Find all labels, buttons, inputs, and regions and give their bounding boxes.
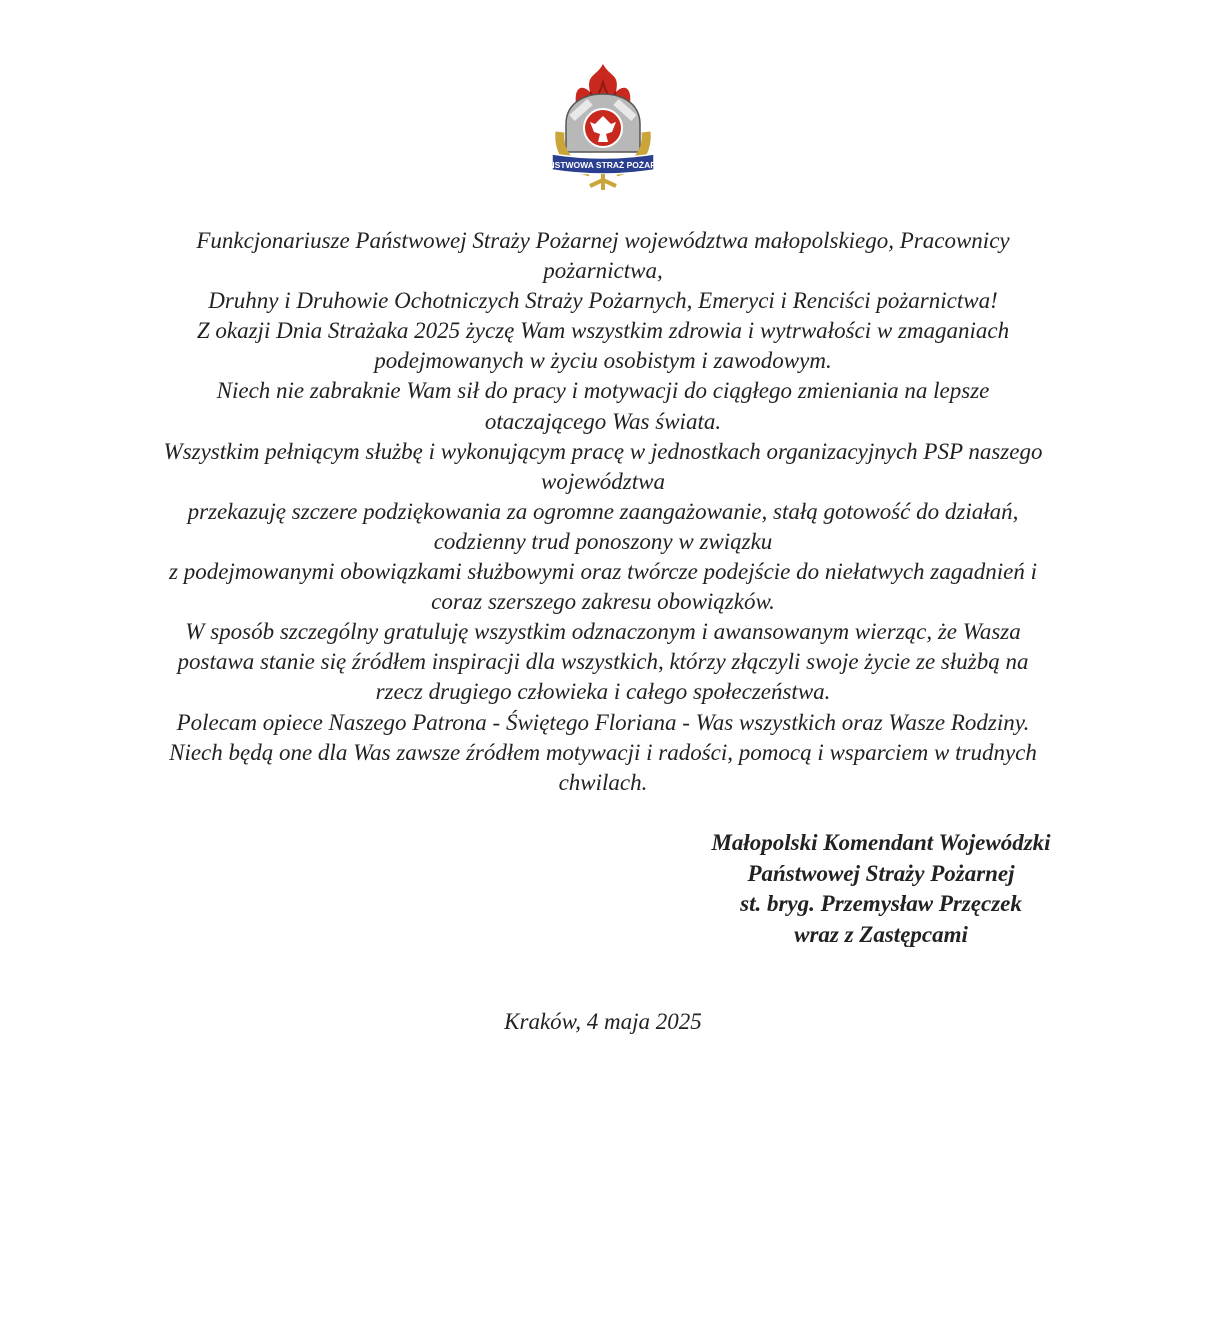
signature-line: Małopolski Komendant Wojewódzki bbox=[711, 830, 1051, 855]
letter-line: pożarnictwa, bbox=[543, 258, 663, 284]
letter-line: rzecz drugiego człowieka i całego społeczeństwa. bbox=[375, 679, 831, 705]
letter-line: Niech nie zabraknie Wam sił do pracy i motywacji do ciągłego zmieniania na lepsze bbox=[216, 378, 990, 404]
letter-line: z podejmowanymi obowiązkami służbowymi oraz twórcze podejście do niełatwych zagadnień i bbox=[169, 559, 1037, 585]
letter-line: W sposób szczególny gratuluję wszystkim odznaczonym i awansowanym wierząc, że Wasza bbox=[185, 619, 1021, 645]
signature-line: st. bryg. Przemysław Przęczek bbox=[740, 891, 1022, 916]
date-line: Kraków, 4 maja 2025 bbox=[504, 1009, 702, 1034]
letter-line: Funkcjonariusze Państwowej Straży Pożarnej województwa małopolskiego, Pracownicy bbox=[196, 228, 1010, 253]
letter-line: województwa bbox=[541, 468, 665, 494]
svg-text:PAŃSTWOWA STRAŻ POŻARNA: PAŃSTWOWA STRAŻ POŻARNA bbox=[537, 160, 669, 170]
letter-line: przekazuję szczere podziękowania za ogromne zaangażowanie, stałą gotowość do działań, bbox=[187, 498, 1019, 524]
letter-body bbox=[0, 226, 1206, 798]
letter-line: Wszystkim pełniącym służbę i wykonującym pracę w jednostkach organizacyjnych PSP naszego bbox=[163, 438, 1043, 464]
signature-line: wraz z Zastępcami bbox=[794, 921, 968, 947]
letter-line: chwilach. bbox=[558, 769, 648, 795]
letter-line: Niech będą one dla Was zawsze źródłem motywacji i radości, pomocą i wsparciem w trudnych bbox=[169, 739, 1037, 765]
letter-line: Druhny i Druhowie Ochotniczych Straży Pożarnych, Emeryci i Renciści pożarnictwa! bbox=[208, 288, 998, 314]
letter-line: Polecam opiece Naszego Patrona - Świętego Floriana - Was wszystkich oraz Wasze Rodziny. bbox=[176, 709, 1030, 735]
letter-line: coraz szerszego zakresu obowiązków. bbox=[431, 589, 775, 615]
letter-line: podejmowanych w życiu osobistym i zawodowym. bbox=[374, 348, 832, 374]
letter-line: otaczającego Was świata. bbox=[484, 408, 722, 434]
signature-line: Państwowej Straży Pożarnej bbox=[747, 860, 1015, 886]
signature-block bbox=[681, 828, 1081, 950]
psp-logo bbox=[537, 62, 669, 192]
letter-line: postawa stanie się źródłem inspiracji dla wszystkich, którzy złączyli swoje życie ze służbą na bbox=[177, 649, 1029, 675]
letter-line: codzienny trud ponoszony w związku bbox=[433, 528, 773, 554]
letter-line: Z okazji Dnia Strażaka 2025 życzę Wam wszystkim zdrowia i wytrwałości w zmaganiach bbox=[196, 318, 1010, 344]
